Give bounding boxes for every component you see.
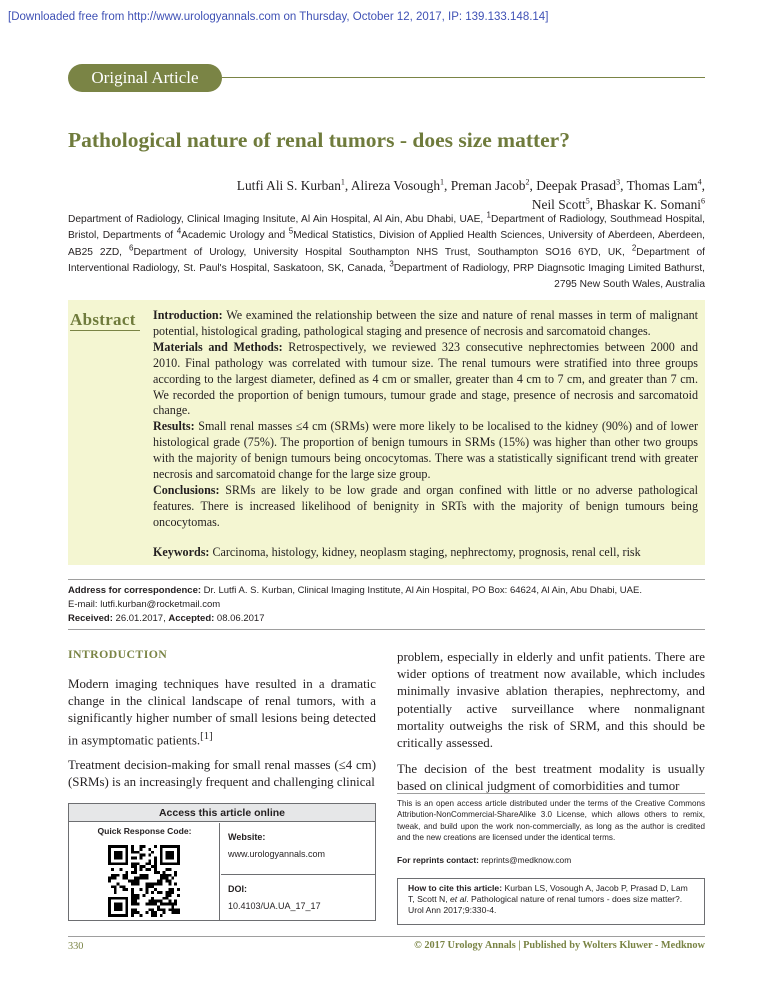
abstract-box (68, 300, 705, 565)
qr-label: Quick Response Code: (97, 826, 192, 836)
author-affiliation-mark: 2 (525, 177, 530, 187)
affiliation-text: Department of Radiology, Southmead Hospital, Bristol, Departments of (68, 214, 705, 242)
correspondence-top-rule (68, 579, 705, 580)
author-name: Alireza Vosough (350, 178, 441, 193)
affiliation-mark: 5 (288, 226, 294, 236)
header-rule (222, 77, 705, 78)
doi-link[interactable]: 10.4103/UA.UA_17_17 (228, 901, 321, 911)
abstract-section-heading: Materials and Methods: (153, 339, 283, 354)
left-column (68, 676, 376, 792)
access-article-box (68, 803, 376, 921)
abstract-introduction (153, 308, 698, 340)
affiliation-mark: 1 (486, 210, 491, 220)
article-title: Pathological nature of renal tumors - does size matter? (68, 128, 570, 152)
doi-cell (221, 876, 375, 920)
abstract-section-heading: Results: (153, 419, 195, 434)
email-label: E-mail: (68, 599, 98, 610)
email-link[interactable]: lutfi.kurban@rocketmail.com (97, 599, 221, 610)
license-text: This is an open access article distributed under the terms of the Creative Commons Attribution-NonCommercial-ShareAlike 3.0 License, which allows others to remix, tweak, and build upon the work non-commercially, as long as the author is credited and the new creations are licensed under the identical terms. (397, 799, 705, 843)
author-separator: , (444, 178, 451, 193)
website-link[interactable]: www.urologyannals.com (228, 849, 326, 859)
citation-text: . Pathological nature of renal tumors - does size matter?. Urol Ann 2017;9:330-4. (408, 894, 683, 916)
keywords-heading: Keywords: (153, 544, 210, 559)
abstract-section-text: SRMs are likely to be low grade and organ confined with little or no adverse pathological features. There is increased likelihood of benignity in SRTs with the majority of benign tumours being oncocytomas. (153, 482, 698, 529)
affiliation-mark: 6 (129, 243, 134, 253)
right-column (397, 649, 705, 796)
affiliation-text: Department of Urology, University Hospital Southampton NHS Trust, Southampton SO16 6YD, UK, (133, 246, 632, 258)
article-type-badge: Original Article (68, 64, 222, 92)
author-list (150, 176, 705, 214)
affiliation-text: Department of Radiology, PRP Diagnsotic Imaging Limited Bathurst, 2795 New South Wales, Australia (393, 262, 705, 291)
footer-credit: © 2017 Urology Annals | Published by Wolters Kluwer - Medknow (414, 940, 705, 951)
abstract-conclusions (153, 483, 698, 531)
affiliations (68, 212, 705, 293)
correspondence-block (68, 584, 708, 626)
intro-paragraph-1 (68, 676, 376, 749)
author-name: Deepak Prasad (536, 178, 617, 193)
abstract-label: Abstract (70, 310, 136, 329)
introduction-heading: INTRODUCTION (68, 647, 168, 661)
download-banner[interactable]: [Downloaded free from http://www.urologyannals.com on Thursday, October 12, 2017, IP: 139.133.148.14] (8, 11, 549, 23)
author-name: Neil Scott (531, 197, 586, 212)
abstract-keywords (153, 545, 698, 561)
received-label: Received: (68, 613, 113, 624)
reprints-label: For reprints contact: (397, 855, 479, 865)
affiliation-text: Medical Statistics, Division of Applied Health Sciences, University of Aberdeen, Aberdeen, AB25 2ZD, (68, 230, 705, 258)
paragraph-text: Modern imaging techniques have resulted in a dramatic change in the clinical landscape of renal tumors, with a significantly higher number of small lesions being detected in asymptomatic patients. (68, 677, 376, 747)
author-separator: , (620, 178, 627, 193)
author-affiliation-mark: 6 (701, 196, 705, 206)
correspondence-address-label: Address for correspondence: (68, 585, 202, 596)
reprints-contact (397, 855, 571, 865)
abstract-section-heading: Introduction: (153, 308, 223, 322)
affiliation-mark: 4 (176, 226, 182, 236)
qr-cell (69, 823, 220, 920)
citation-text: Kurban LS, Vosough A, Jacob P, Prasad D, Lam T, Scott N, (408, 883, 688, 905)
author-affiliation-mark: 4 (697, 177, 702, 187)
author-name: Bhaskar K. Somani (596, 197, 701, 212)
citation-label: How to cite this article: (408, 883, 503, 893)
abstract-results (153, 419, 698, 483)
author-affiliation-mark: 3 (616, 177, 621, 187)
abstract-label-rule (70, 330, 140, 331)
affiliation-text: Academic Urology and (181, 230, 289, 242)
intro-paragraph-3: problem, especially in elderly and unfit patients. There are wider options of treatment now available, which includes minimally invasive ablation therapies, nephrectomy, and potentially active surveillance where nonmalignant mortality outweighs the risk of SRM, and this should be critically assessed. (397, 650, 705, 751)
correspondence-bottom-rule (68, 629, 705, 630)
abstract-methods (153, 340, 698, 420)
author-separator: , (701, 178, 705, 193)
author-separator: , (529, 178, 537, 193)
abstract-section-text: Retrospectively, we reviewed 323 consecutive nephrectomies between 2000 and 2010. Final pathology was correlated with tumour size. The renal tumours were stratified into three groups according to the largest diameter, defined as 4 cm or smaller, greater than 4 cm to 7 cm, and greater than 7 cm. We recorded the proportion of benign tumours, tumour grade and stage, presence of necrosis and sarcomatoid change. (153, 339, 698, 418)
correspondence-address (68, 584, 708, 598)
intro-paragraph-4: The decision of the best treatment modality is usually based on clinical judgment of comorbidities and tumor (397, 762, 705, 794)
author-separator: , (589, 197, 597, 212)
website-label: Website: (228, 832, 266, 842)
footer-rule (68, 936, 705, 937)
reference-link[interactable]: [1] (200, 729, 213, 742)
page-number: 330 (68, 941, 84, 952)
accepted-date: 08.06.2017 (214, 613, 265, 624)
abstract-section-text: We examined the relationship between the size and nature of renal masses in term of malignant potential, histological grading, pathological staging and presence of necrosis and sarcomatoid changes. (153, 308, 698, 338)
citation-etal: et al (450, 894, 467, 905)
author-affiliation-mark: 1 (440, 177, 445, 187)
website-cell (221, 823, 375, 875)
author-name: Thomas Lam (626, 178, 698, 193)
correspondence-email (68, 598, 708, 612)
received-date: 26.01.2017, (112, 613, 169, 624)
correspondence-address-text: Dr. Lutfi A. S. Kurban, Clinical Imaging Institute, Al Ain Hospital, PO Box: 64624, Al Ain, Abu Dhabi, UAE. (201, 585, 642, 596)
license-rule (397, 793, 705, 794)
author-separator: , (344, 178, 351, 193)
author-affiliation-mark: 5 (585, 196, 590, 206)
abstract-body (153, 308, 698, 561)
article-dates (68, 612, 708, 626)
abstract-section-text: Small renal masses ≤4 cm (SRMs) were more likely to be localised to the kidney (90%) and of lower histological grade (75%). The proportion of benign tumours in SRMs (15%) was higher than other two groups with the majority of benign tumours being oncocytomas. There was a statistically significant trend with greater necrosis and sarcomatoid change for the large size group. (153, 419, 698, 482)
affiliation-mark: 3 (389, 259, 394, 269)
citation-box (397, 878, 705, 925)
qr-code-icon[interactable] (108, 845, 180, 917)
access-box-header: Access this article online (69, 804, 375, 822)
affiliation-mark: 2 (631, 243, 637, 253)
abstract-section-heading: Conclusions: (153, 482, 220, 497)
keywords-text: Carcinoma, histology, kidney, neoplasm staging, nephrectomy, prognosis, renal cell, risk (209, 544, 641, 559)
author-name: Lutfi Ali S. Kurban (236, 178, 341, 193)
reprints-email[interactable]: reprints@medknow.com (478, 855, 572, 865)
accepted-label: Accepted: (168, 613, 215, 624)
author-affiliation-mark: 1 (340, 177, 345, 187)
affiliation-text: Department of Radiology, Clinical Imaging Insitute, Al Ain Hospital, Al Ain, Abu Dhabi, UAE, (68, 214, 487, 225)
doi-label: DOI: (228, 884, 247, 894)
author-name: Preman Jacob (450, 178, 526, 193)
affiliation-text: Department of Interventional Radiology, St. Paul's Hospital, Saskatoon, SK, Canada, (68, 246, 705, 274)
intro-paragraph-2: Treatment decision-making for small renal masses (≤4 cm) (SRMs) is an increasingly frequent and challenging clinical (68, 758, 376, 790)
